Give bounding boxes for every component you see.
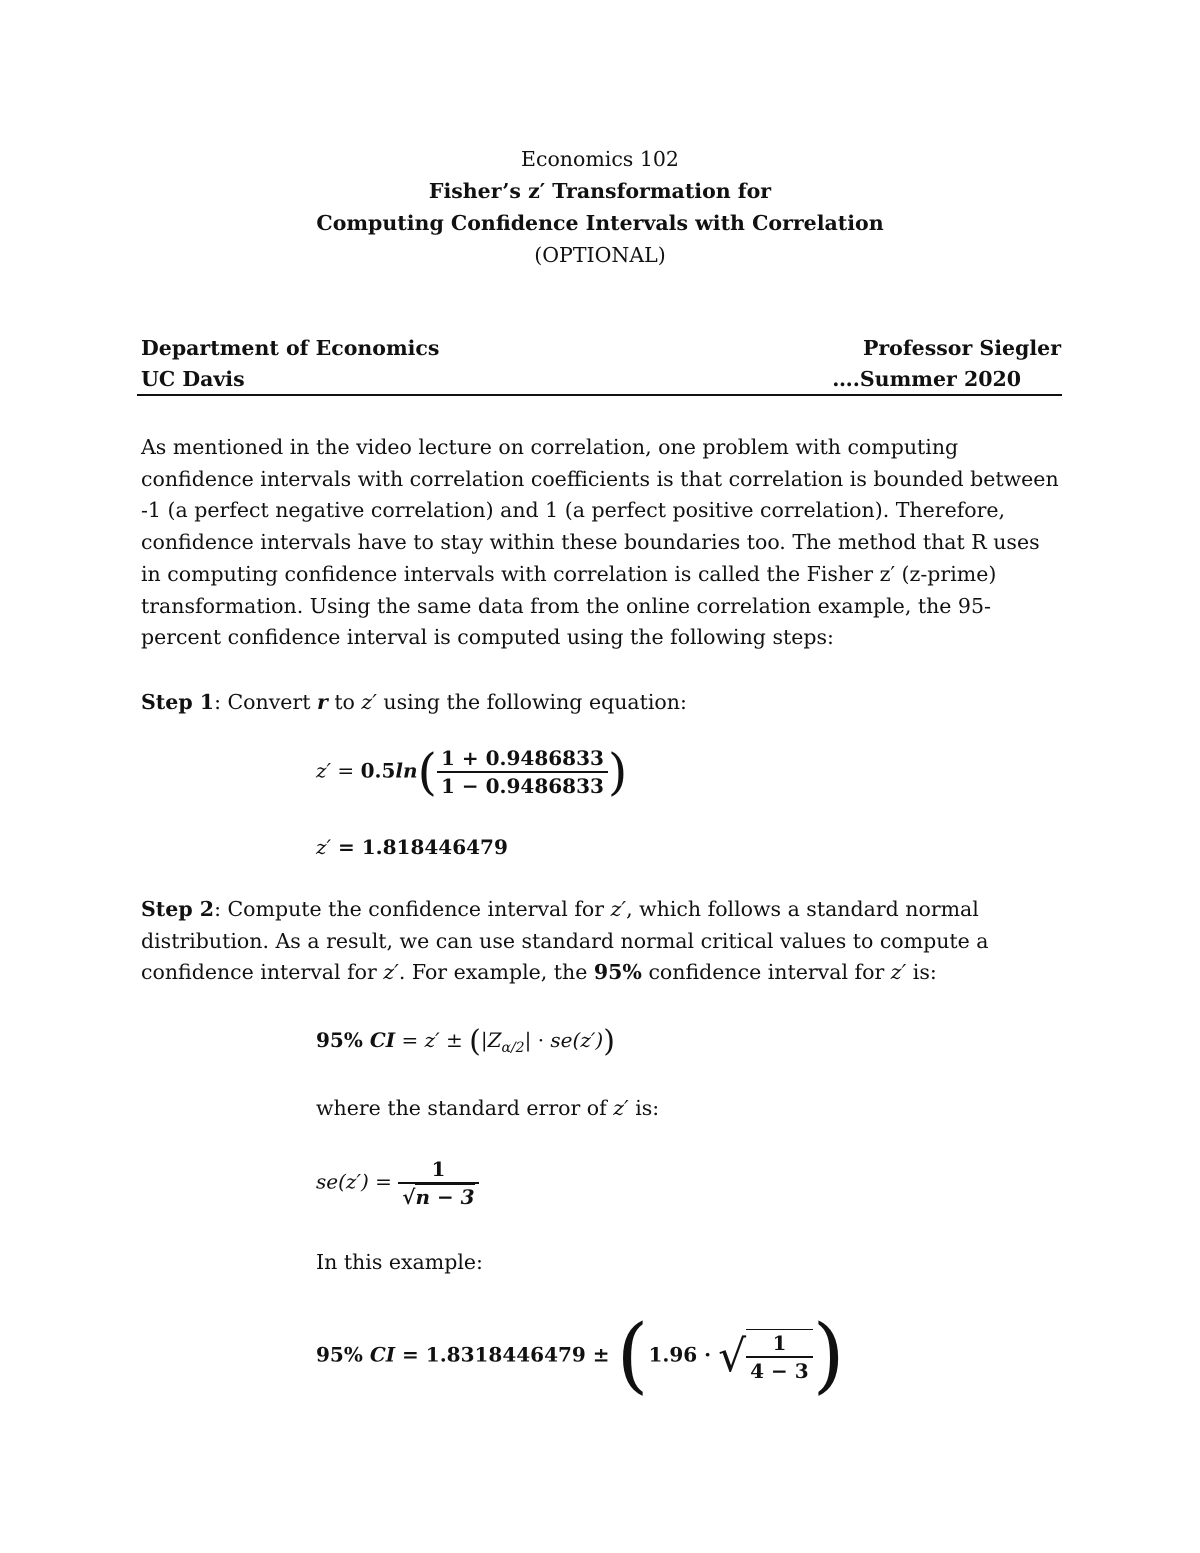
- step1-label: Step 1: [141, 690, 215, 714]
- math-zprime: z′: [610, 897, 627, 921]
- eq-se-arg: (z′): [338, 1169, 369, 1194]
- step2-label: Step 2: [141, 897, 215, 921]
- title-topic: Fisher’s z′ Transformation for: [428, 179, 772, 203]
- intro-line: confidence intervals with correlation coefficients is that correlation is bounded between: [141, 466, 1059, 491]
- eq-lhs: z′: [316, 835, 332, 859]
- eq-denominator: n − 3: [415, 1185, 475, 1209]
- intro-line: in computing confidence intervals with correlation is called the Fisher z′ (z-prime): [141, 561, 997, 586]
- eq-result: = 1.818446479: [331, 835, 508, 859]
- equation-z-result: [316, 835, 508, 859]
- math-zprime: z′: [613, 1096, 629, 1120]
- eq-se: se: [316, 1169, 339, 1194]
- intro-line: transformation. Using the same data from the online correlation example, the 95-: [141, 593, 991, 618]
- equation-standard-error: [316, 1156, 479, 1210]
- title-course: Economics 102: [521, 147, 679, 171]
- intro-line: As mentioned in the video lecture on correlation, one problem with computing: [141, 435, 959, 459]
- intro-line: confidence intervals have to stay within these boundaries too. The method that R uses: [141, 530, 1040, 555]
- intro-line: percent confidence interval is computed using the following steps:: [141, 625, 834, 650]
- step1-text: using the following equation:: [376, 690, 687, 714]
- equation-ci-formula: 95% CI = $z' \pm (|Z_{\alpha/2}| \cdot se(z'))$: [316, 1024, 615, 1059]
- eq-fraction: [437, 745, 608, 799]
- se-intro: [316, 1096, 659, 1120]
- eq-zprime: z′: [424, 1028, 440, 1052]
- document-title: [0, 143, 1200, 271]
- intro-paragraph: [141, 432, 1071, 654]
- eq-se: se: [550, 1028, 573, 1052]
- eq-lhs: z′: [316, 758, 332, 783]
- example-intro: In this example:: [316, 1250, 483, 1274]
- eq-ln: ln: [395, 758, 418, 783]
- math-zprime: z′: [361, 690, 377, 714]
- eq-fraction: [746, 1329, 813, 1384]
- equation-z-transform: z′ = 0.5ln( $\frac{1 + 0.9486833}{1 - 0.9486833}$ ): [316, 743, 628, 801]
- eq-percent: 95%: [316, 1028, 370, 1052]
- step2-text: . For example, the: [398, 960, 594, 985]
- se-intro-text: where the standard error of: [316, 1096, 614, 1120]
- title-optional: (OPTIONAL): [534, 243, 666, 267]
- school-name: UC Davis: [141, 367, 245, 391]
- step2-instruction: [141, 894, 1071, 989]
- step1-text: : Convert: [214, 690, 317, 714]
- eq-percent: 95%: [316, 1342, 370, 1367]
- intro-line: -1 (a perfect negative correlation) and 1 (a perfect positive correlation). Therefore,: [141, 498, 1006, 523]
- department-name: Department of Economics: [141, 336, 440, 360]
- term-label: ….Summer 2020: [832, 367, 1021, 391]
- step2-text: is:: [906, 960, 937, 985]
- math-zprime: z′: [890, 960, 907, 985]
- math-r: r: [316, 690, 328, 714]
- eq-plusminus: ±: [439, 1028, 470, 1052]
- eq-ci: CI: [369, 1028, 396, 1052]
- eq-equals: =: [331, 758, 361, 783]
- eq-equals: =: [395, 1028, 425, 1052]
- eq-value: = 1.8318446479 ±: [395, 1342, 617, 1367]
- eq-zcrit: Z: [487, 1028, 502, 1052]
- equation-example: 95% CI = 1.8318446479 ± (1.96 · √ $\frac{1}{4 - 3}$ ): [316, 1308, 845, 1403]
- eq-ci: CI: [369, 1342, 396, 1367]
- se-intro-text: is:: [628, 1096, 660, 1120]
- eq-denominator: 1 − 0.9486833: [441, 774, 604, 798]
- step2-text: distribution. As a result, we can use standard normal critical values to compute a: [141, 928, 989, 953]
- eq-critical-value: 1.96 ·: [648, 1342, 719, 1367]
- eq-coefficient: 0.5: [360, 758, 396, 783]
- title-subtitle: Computing Confidence Intervals with Correlation: [316, 211, 884, 235]
- header-divider: [137, 394, 1062, 396]
- eq-numerator: 1: [746, 1330, 813, 1358]
- step1-text: to: [327, 690, 362, 714]
- eq-subscript: α/2: [501, 1040, 525, 1056]
- step2-text: confidence interval for: [641, 960, 891, 985]
- math-zprime: z′: [383, 960, 399, 985]
- eq-numerator: 1 + 0.9486833: [437, 745, 608, 773]
- percent-95: 95%: [593, 960, 642, 985]
- professor-name: Professor Siegler: [862, 336, 1061, 360]
- eq-se-arg: (z′): [572, 1028, 604, 1052]
- step2-text: confidence interval for: [141, 960, 384, 985]
- eq-fraction: $\frac{1}{√n - 3}$: [398, 1156, 478, 1210]
- eq-denominator: 4 − 3: [750, 1358, 809, 1383]
- step2-text: , which follows a standard normal: [626, 897, 979, 921]
- eq-dot: ·: [531, 1028, 551, 1052]
- eq-equals: =: [368, 1169, 399, 1194]
- step1-instruction: [141, 687, 1071, 719]
- step2-text: : Compute the confidence interval for: [214, 897, 611, 921]
- eq-numerator: 1: [398, 1156, 478, 1184]
